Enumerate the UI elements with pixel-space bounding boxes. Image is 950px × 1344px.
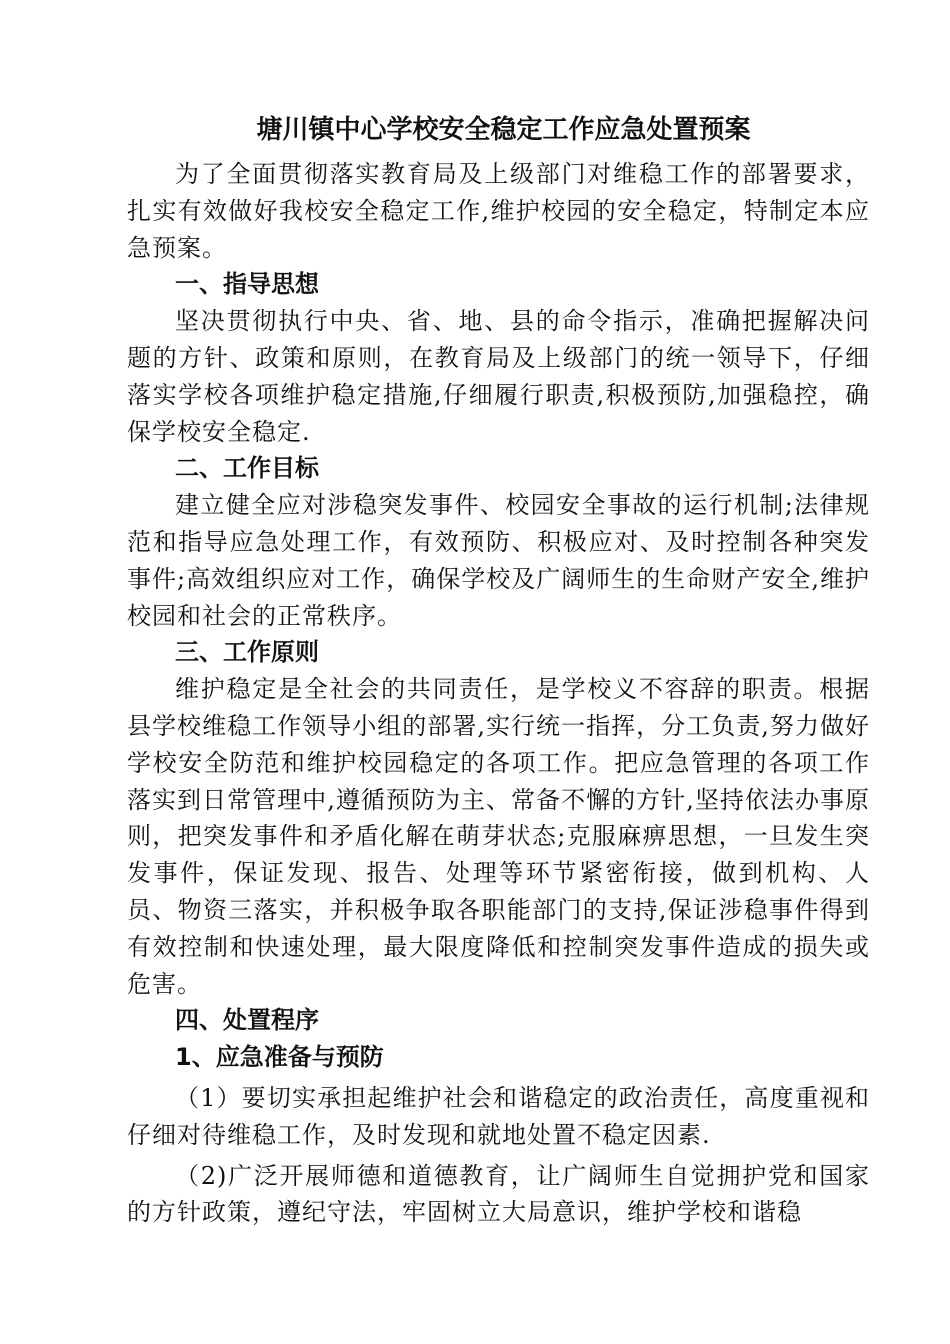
section-heading-guiding-ideology: 一、指导思想 [175, 270, 319, 299]
section-text-guiding-ideology: 坚决贯彻执行中央、省、地、县的命令指示，准确把握解决问题的方针、政策和原则，在教育局及上级部门的统一领导下，仔细落实学校各项维护稳定措施,仔细履行职责,积极预防,加强稳控，确保学校安全稳定. [127, 307, 870, 446]
section-heading-procedure: 四、处置程序 [175, 1006, 319, 1035]
section-heading-work-principles: 三、工作原则 [175, 638, 319, 667]
list-item-2: （2)广泛开展师德和道德教育，让广阔师生自觉拥护党和国家的方针政策，遵纪守法，牢固树立大局意识，维护学校和谐稳 [127, 1161, 870, 1227]
intro-paragraph: 为了全面贯彻落实教育局及上级部门对维稳工作的部署要求，扎实有效做好我校安全稳定工作,维护校园的安全稳定，特制定本应急预案。 [127, 160, 870, 262]
section-text-work-principles: 维护稳定是全社会的共同责任，是学校义不容辞的职责。根据县学校维稳工作领导小组的部署,实行统一指挥，分工负责,努力做好学校安全防范和维护校园稳定的各项工作。把应急管理的各项工作落实到日常管理中,遵循预防为主、常备不懈的方针,坚持依法办事原则，把突发事件和矛盾化解在萌芽状态;克服麻痹思想，一旦发生突发事件，保证发现、报告、处理等环节紧密衔接，做到机构、人员、物资三落实，并积极争取各职能部门的支持,保证涉稳事件得到有效控制和快速处理，最大限度降低和控制突发事件造成的损失或危害。 [127, 675, 870, 998]
list-item-1: （1）要切实承担起维护社会和谐稳定的政治责任，高度重视和仔细对待维稳工作，及时发现和就地处置不稳定因素. [127, 1083, 870, 1149]
section-heading-work-goals: 二、工作目标 [175, 454, 319, 483]
section-text-work-goals: 建立健全应对涉稳突发事件、校园安全事故的运行机制;法律规范和指导应急处理工作，有效预防、积极应对、及时控制各种突发事件;高效组织应对工作，确保学校及广阔师生的生命财产安全,维护校园和社会的正常秩序。 [127, 491, 870, 630]
document-title: 塘川镇中心学校安全稳定工作应急处置预案 [256, 115, 751, 145]
subsection-heading-preparation: 1、应急准备与预防 [175, 1043, 384, 1072]
